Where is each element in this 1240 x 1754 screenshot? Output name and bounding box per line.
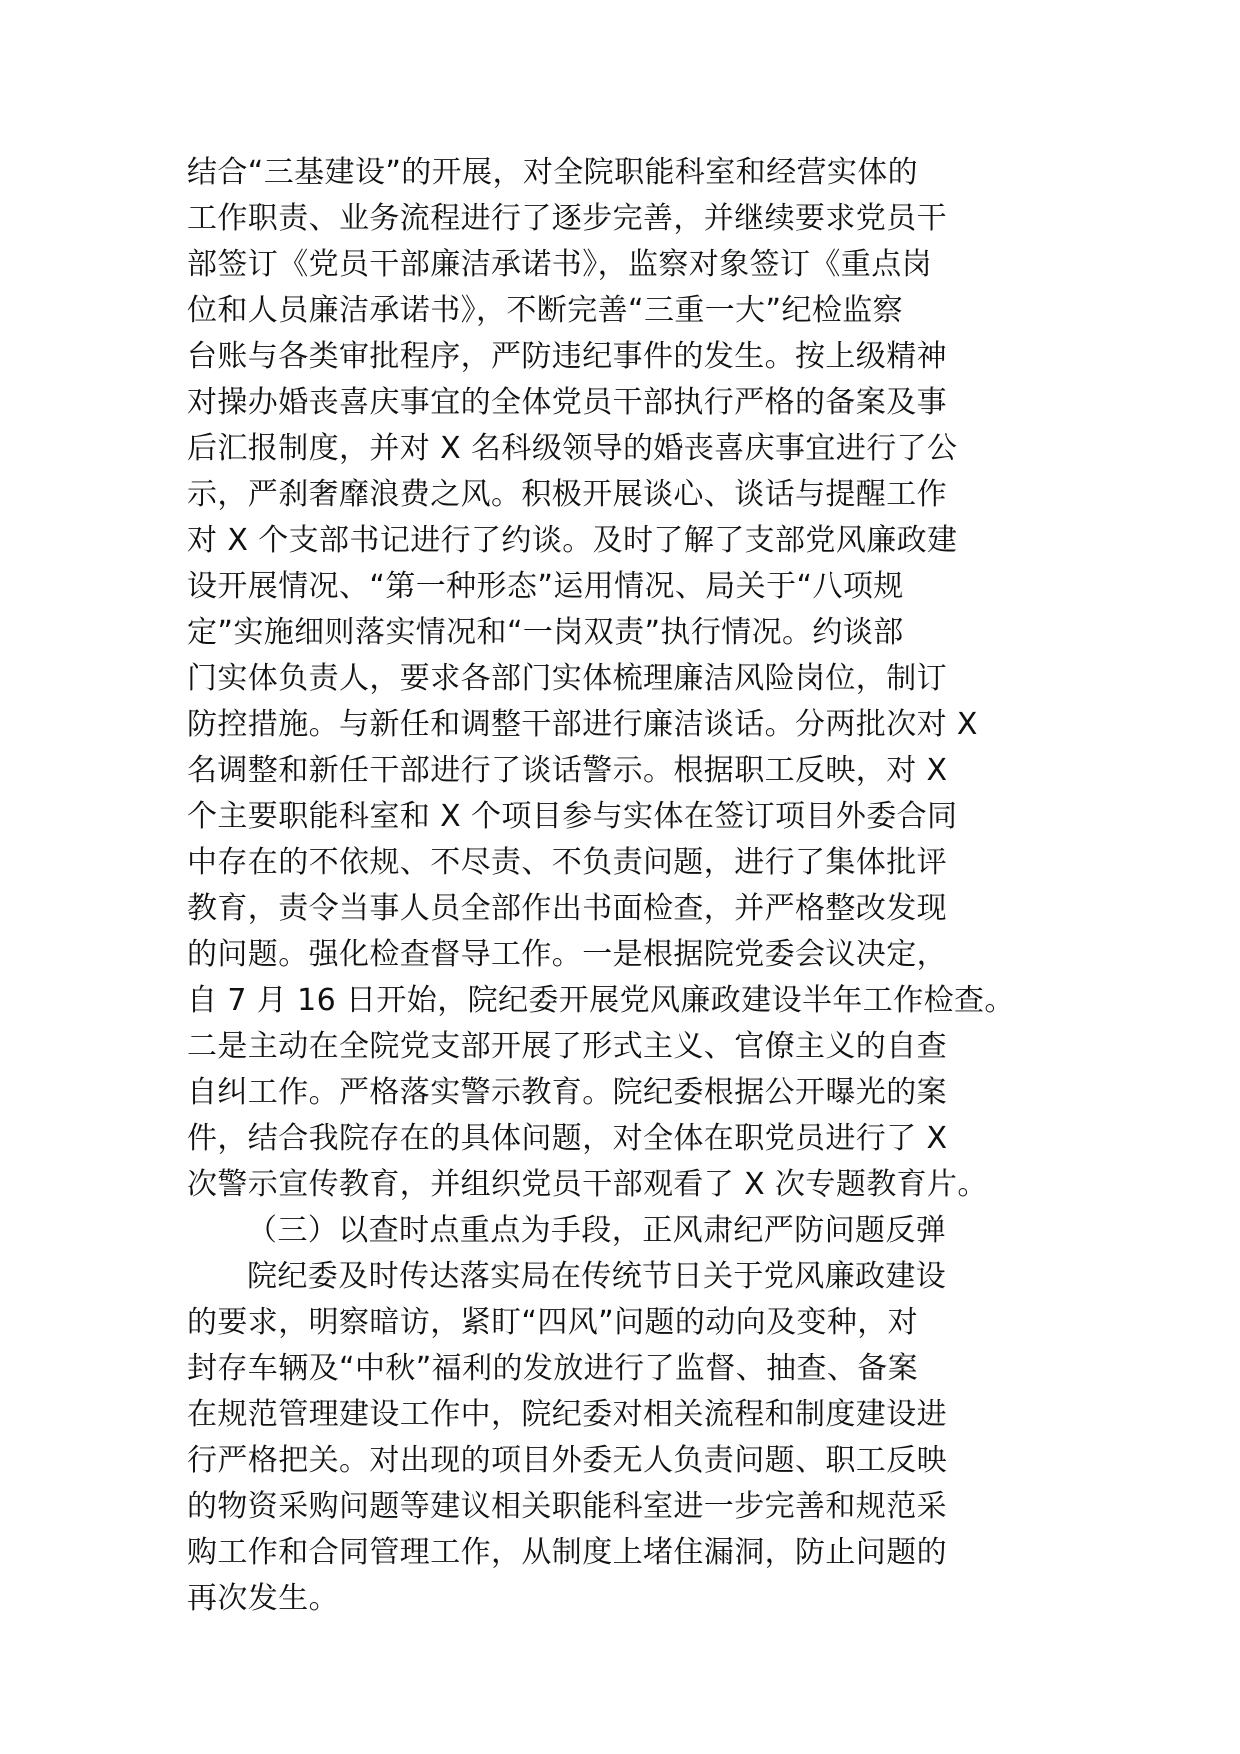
section-heading: （三）以查时点重点为手段，正风肃纪严防问题反弹 <box>247 1213 947 1248</box>
text-line: 中存在的不依规、不尽责、不负责问题，进行了集体批评 <box>187 845 947 880</box>
text-line: 再次发生。 <box>187 1581 339 1616</box>
text-line: 位和人员廉洁承诺书》，不断完善“三重一大”纪检监察 <box>187 293 904 328</box>
text-line: 的问题。强化检查督导工作。一是根据院党委会议决定， <box>187 937 947 972</box>
text-line: 次警示宣传教育，并组织党员干部观看了 X 次专题教育片。 <box>187 1167 988 1202</box>
paragraph-first-line: 院纪委及时传达落实局在传统节日关于党风廉政建设 <box>247 1259 947 1294</box>
text-line: 的要求，明察暗访，紧盯“四风”问题的动向及变种，对 <box>187 1305 919 1340</box>
text-line: 件，结合我院存在的具体问题，对全体在职党员进行了 X <box>187 1121 948 1156</box>
text-line: 防控措施。与新任和调整干部进行廉洁谈话。分两批次对 X <box>187 707 978 742</box>
text-line: 自纠工作。严格落实警示教育。院纪委根据公开曝光的案 <box>187 1075 947 1110</box>
text-line: 部签订《党员干部廉洁承诺书》，监察对象签订《重点岗 <box>187 247 932 282</box>
text-line: 对 X 个支部书记进行了约谈。及时了解了支部党风廉政建 <box>187 523 958 558</box>
text-line: 二是主动在全院党支部开展了形式主义、官僚主义的自查 <box>187 1029 947 1064</box>
text-line: 在规范管理建设工作中，院纪委对相关流程和制度建设进 <box>187 1397 947 1432</box>
text-line: 的物资采购问题等建议相关职能科室进一步完善和规范采 <box>187 1489 947 1524</box>
text-line: 工作职责、业务流程进行了逐步完善，并继续要求党员干 <box>187 201 947 236</box>
text-line: 名调整和新任干部进行了谈话警示。根据职工反映，对 X <box>187 753 948 788</box>
text-line: 自 7 月 16 日开始，院纪委开展党风廉政建设半年工作检查。 <box>187 983 1015 1018</box>
text-line: 行严格把关。对出现的项目外委无人负责问题、职工反映 <box>187 1443 947 1478</box>
text-line: 结合“三基建设”的开展，对全院职能科室和经营实体的 <box>187 155 919 190</box>
text-line: 设开展情况、“第一种形态”运用情况、局关于“八项规 <box>187 569 904 604</box>
text-line: 教育，责令当事人员全部作出书面检查，并严格整改发现 <box>187 891 947 926</box>
text-line: 门实体负责人，要求各部门实体梳理廉洁风险岗位，制订 <box>187 661 947 696</box>
text-line: 封存车辆及“中秋”福利的发放进行了监督、抽查、备案 <box>187 1351 919 1386</box>
text-line: 后汇报制度，并对 X 名科级领导的婚丧喜庆事宜进行了公 <box>187 431 958 466</box>
text-line: 示，严刹奢靡浪费之风。积极开展谈心、谈话与提醒工作 <box>187 477 947 512</box>
text-line: 购工作和合同管理工作，从制度上堵住漏洞，防止问题的 <box>187 1535 947 1570</box>
document-body <box>187 150 1057 1622</box>
text-line: 对操办婚丧喜庆事宜的全体党员干部执行严格的备案及事 <box>187 385 947 420</box>
text-line: 定”实施细则落实情况和“一岗双责”执行情况。约谈部 <box>187 615 904 650</box>
text-line: 台账与各类审批程序，严防违纪事件的发生。按上级精神 <box>187 339 947 374</box>
text-line: 个主要职能科室和 X 个项目参与实体在签订项目外委合同 <box>187 799 958 834</box>
